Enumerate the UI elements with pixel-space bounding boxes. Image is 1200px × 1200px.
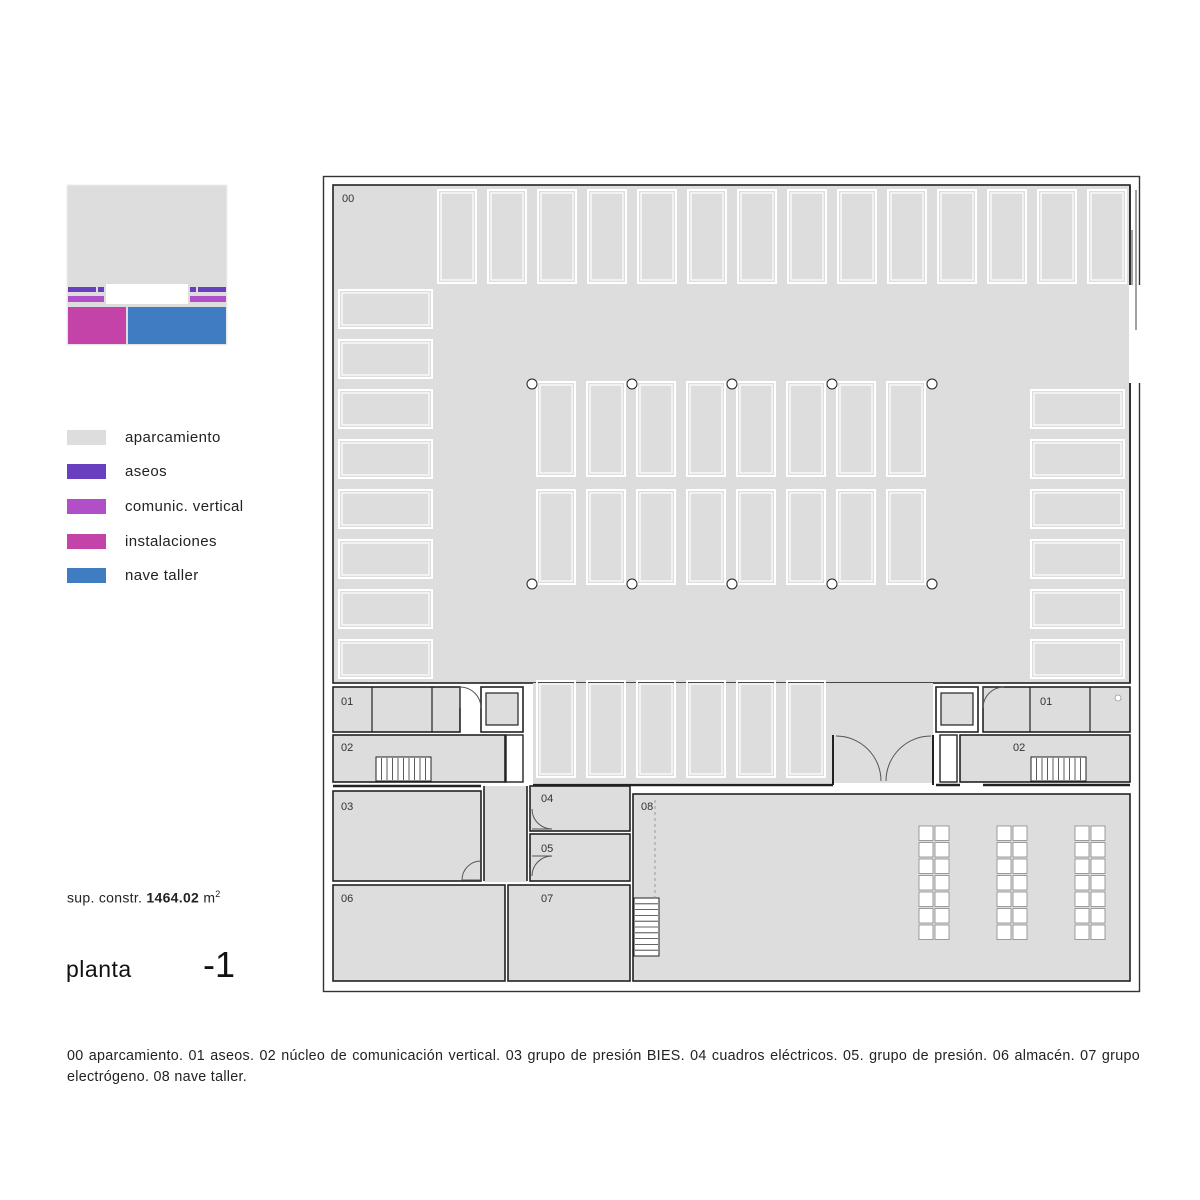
parking-entrance-opening: [1129, 285, 1141, 383]
workshop-rack-cell: [935, 826, 949, 841]
workshop-rack-cell: [1075, 876, 1089, 891]
room-label-02-left: 02: [341, 742, 354, 754]
floor-title-number: -1: [203, 944, 236, 985]
room-label-08: 08: [641, 801, 654, 813]
workshop-rack-cell: [997, 843, 1011, 858]
room-01-right: [983, 687, 1130, 732]
workshop-rack-cell: [935, 843, 949, 858]
workshop-rack-cell: [1091, 892, 1105, 907]
room-06: [333, 885, 505, 981]
workshop-rack-cell: [997, 925, 1011, 940]
workshop-rack-cell: [1013, 843, 1027, 858]
workshop-rack-cell: [997, 909, 1011, 924]
workshop-rack-cell: [1013, 925, 1027, 940]
room-label-05: 05: [541, 843, 554, 855]
room-08: [633, 794, 1130, 981]
workshop-rack-cell: [1013, 826, 1027, 841]
workshop-rack-cell: [1075, 859, 1089, 874]
workshop-rack-cell: [919, 826, 933, 841]
workshop-rack-cell: [919, 925, 933, 940]
workshop-rack-cell: [997, 859, 1011, 874]
workshop-rack-cell: [1091, 925, 1105, 940]
workshop-rack-cell: [919, 892, 933, 907]
structural-column: [827, 579, 837, 589]
workshop-rack-cell: [1075, 826, 1089, 841]
legend-label-instalaciones: instalaciones: [125, 533, 217, 550]
room-label-00: 00: [342, 193, 355, 205]
workshop-rack-cell: [1013, 892, 1027, 907]
built-area-prefix: sup. constr.: [67, 889, 143, 906]
structural-column: [927, 379, 937, 389]
service-corridor: [484, 786, 527, 882]
built-area-unit: m: [203, 889, 216, 906]
workshop-rack-cell: [1091, 909, 1105, 924]
structural-column: [927, 579, 937, 589]
room-label-01-left: 01: [341, 696, 354, 708]
left-lift-car: [486, 693, 518, 725]
workshop-rack-cell: [997, 826, 1011, 841]
workshop-rack-cell: [919, 876, 933, 891]
workshop-rack-cell: [1013, 876, 1027, 891]
built-area-exponent: 2: [215, 889, 221, 899]
structural-column: [627, 579, 637, 589]
parking-floor: [333, 185, 1130, 683]
legend-label-nave-taller: nave taller: [125, 567, 199, 584]
built-area-value: 1464.02: [146, 889, 200, 906]
workshop-rack-cell: [919, 843, 933, 858]
workshop-rack-cell: [1075, 843, 1089, 858]
workshop-rack-cell: [1091, 843, 1105, 858]
workshop-rack-cell: [1075, 909, 1089, 924]
structural-column: [727, 379, 737, 389]
workshop-rack-cell: [997, 876, 1011, 891]
door-left-aseos: [460, 687, 481, 708]
legend-label-comunic-vertical: comunic. vertical: [125, 498, 244, 515]
legend-label-aseos: aseos: [125, 463, 168, 480]
workshop-rack-cell: [935, 925, 949, 940]
room-03: [333, 791, 481, 881]
workshop-rack-cell: [1091, 876, 1105, 891]
room-label-04: 04: [541, 793, 554, 805]
structural-column: [527, 579, 537, 589]
workshop-rack-cell: [1091, 826, 1105, 841]
room-label-01-right: 01: [1040, 696, 1053, 708]
workshop-rack-cell: [1075, 892, 1089, 907]
structural-column: [827, 379, 837, 389]
workshop-rack-cell: [919, 909, 933, 924]
workshop-rack-cell: [935, 909, 949, 924]
legend-label-aparcamiento: aparcamiento: [125, 429, 221, 446]
room-01-left: [333, 687, 460, 732]
structural-column: [627, 379, 637, 389]
workshop-rack-cell: [997, 892, 1011, 907]
workshop-rack-cell: [935, 892, 949, 907]
workshop-rack-cell: [935, 876, 949, 891]
workshop-rack-cell: [935, 859, 949, 874]
workshop-rack-cell: [919, 859, 933, 874]
workshop-rack-cell: [1013, 859, 1027, 874]
right-lift-car: [941, 693, 973, 725]
room-07: [508, 885, 630, 981]
workshop-rack-cell: [1091, 859, 1105, 874]
workshop-rack-cell: [1013, 909, 1027, 924]
structural-column: [527, 379, 537, 389]
right-duct: [940, 735, 957, 782]
left-duct: [506, 735, 523, 782]
floor-title-word: planta: [66, 956, 132, 982]
structural-column: [727, 579, 737, 589]
room-label-02-right: 02: [1013, 742, 1026, 754]
room-label-07: 07: [541, 893, 554, 905]
room-key-caption: 00 aparcamiento. 01 aseos. 02 núcleo de comunicación vertical. 03 grupo de presión BIES. 04 cuadros eléctricos. 05. grupo de presión. 06 almacén. 07 grupo electrógeno. 08 nave taller.: [67, 1048, 1140, 1085]
room-label-06: 06: [341, 893, 354, 905]
parking-corridor: [533, 683, 933, 783]
workshop-rack-cell: [1075, 925, 1089, 940]
toilet-fixture-icon: [1115, 695, 1121, 701]
room-label-03: 03: [341, 801, 354, 813]
